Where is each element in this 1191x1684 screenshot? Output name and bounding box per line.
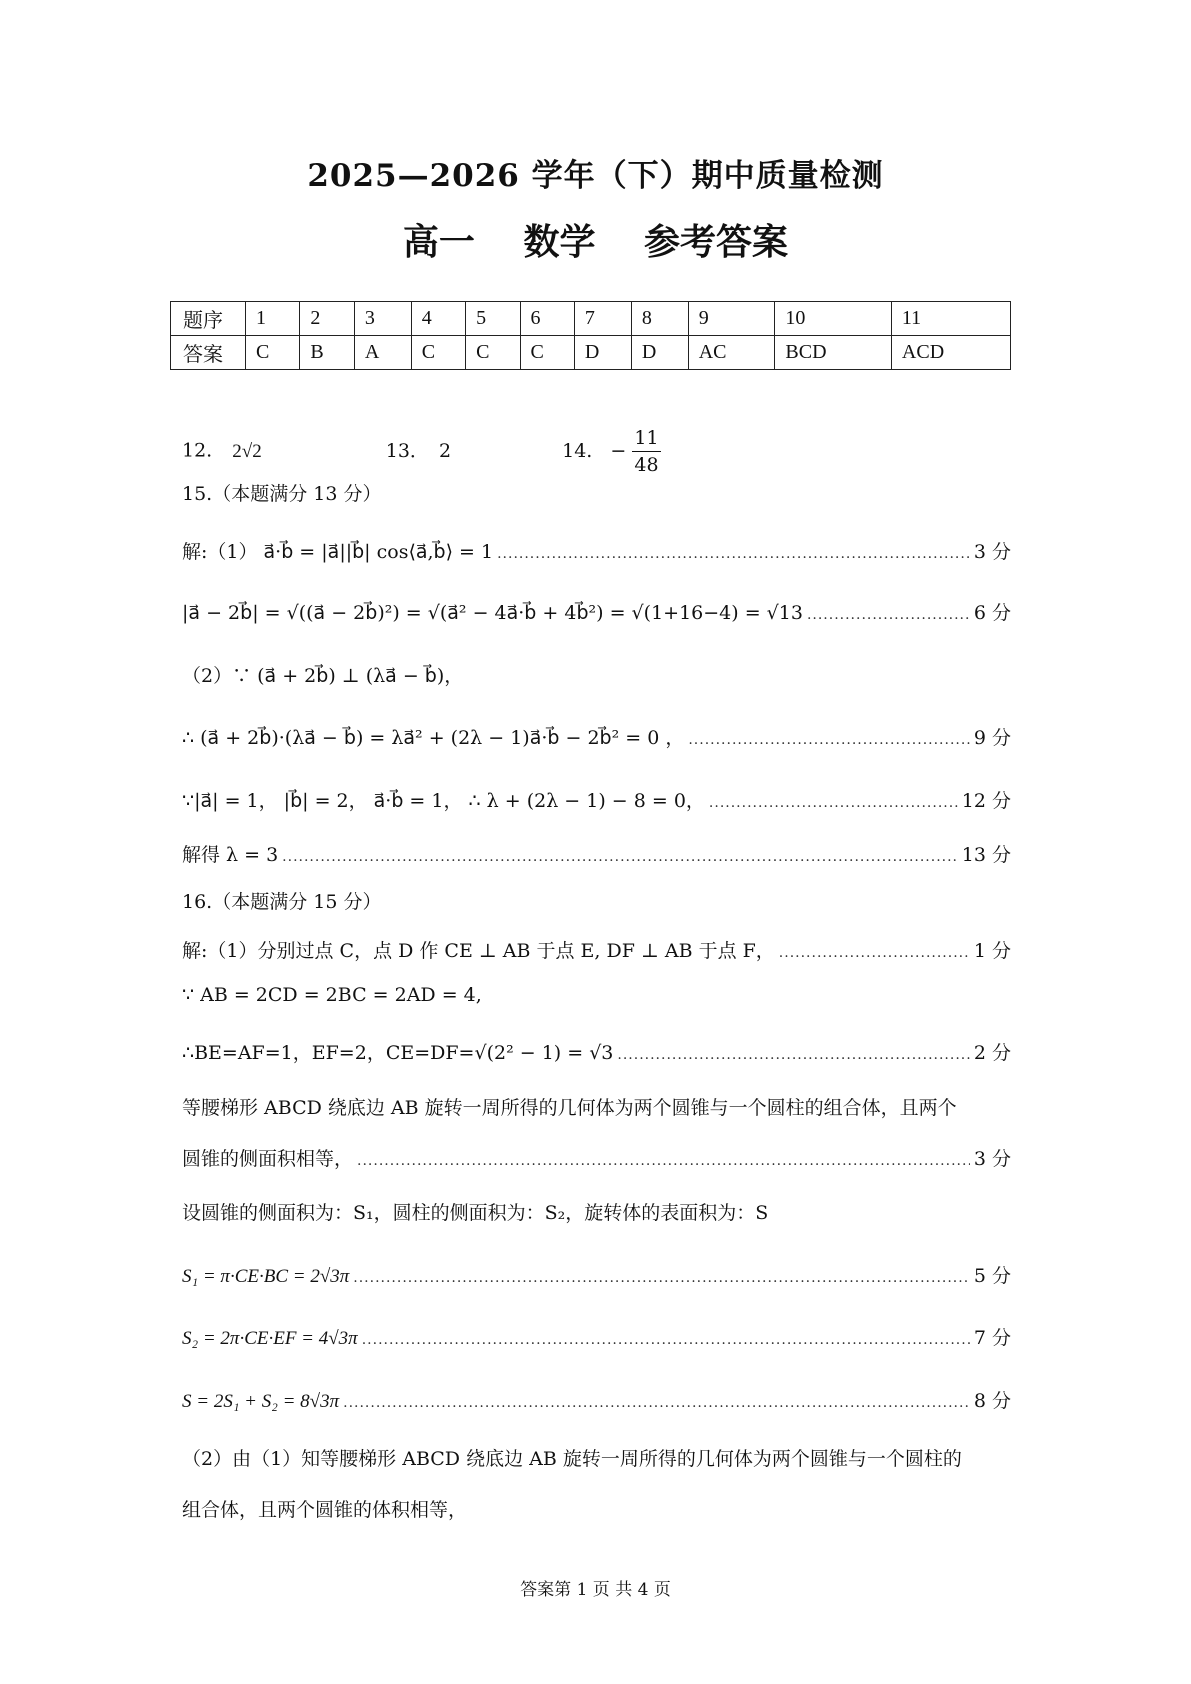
- score-label: 8 分: [973, 1390, 1011, 1412]
- q15-step-text: 解:（1） a⃗·b⃗ = |a⃗||b⃗| cos⟨a⃗,b⃗⟩ = 1: [182, 541, 494, 563]
- q16-line-9: [182, 1386, 1011, 1418]
- q15-heading: 15.（本题满分 13 分）: [182, 483, 382, 505]
- subtitle-grade: 高一: [402, 221, 475, 263]
- table-cell-answer: C: [466, 336, 520, 370]
- table-cell-number: 5: [466, 302, 520, 336]
- q16-step-text: S = 2S₁ + S₂ = 8√3π: [182, 1391, 340, 1412]
- table-cell-answer: ACD: [891, 336, 1010, 370]
- q16-line-7: [182, 1261, 1011, 1293]
- q16-line-3: [182, 1038, 1011, 1070]
- exam-title: 2025—2026 学年（下）期中质量检测: [307, 158, 884, 194]
- table-cell-number: 1: [246, 302, 300, 336]
- leader-dots: [709, 788, 958, 818]
- q16-step-text: 圆锥的侧面积相等，: [182, 1148, 354, 1170]
- leader-dots: [353, 1263, 970, 1293]
- table-cell-number: 7: [574, 302, 631, 336]
- q16-line-10: （2）由（1）知等腰梯形 ABCD 绕底边 AB 旋转一周所得的几何体为两个圆锥与一个圆柱的: [182, 1448, 962, 1470]
- table-cell-number: 8: [631, 302, 688, 336]
- score-label: 2 分: [973, 1042, 1011, 1064]
- q14-label: 14.: [562, 439, 593, 462]
- q15-step-text: |a⃗ − 2b⃗| = √((a⃗ − 2b⃗)²) = √(a⃗² − 4a⃗·b⃗ + 4b⃗²) = √(1+16−4) = √13: [182, 602, 803, 624]
- table-cell-number: 9: [688, 302, 775, 336]
- q15-line-2: [182, 598, 1011, 630]
- leader-dots: [357, 1146, 970, 1176]
- score-label: 13 分: [961, 844, 1011, 866]
- q15-step-text: 解得 λ = 3: [182, 844, 279, 866]
- q12-label: 12.: [182, 439, 213, 462]
- q13-answer: 2: [438, 439, 452, 462]
- leader-dots: [617, 1040, 969, 1070]
- q15-line-5: [182, 786, 1011, 818]
- leader-dots: [343, 1388, 970, 1418]
- score-label: 3 分: [973, 1148, 1011, 1170]
- q16-line-5: [182, 1144, 1011, 1176]
- q16-step-text: ∴BE=AF=1，EF=2，CE=DF=√(2² − 1) = √3: [182, 1042, 614, 1064]
- table-header-number: 题序: [171, 302, 246, 336]
- q15-line-3: （2）∵ (a⃗ + 2b⃗) ⊥ (λa⃗ − b⃗)，: [182, 665, 464, 687]
- leader-dots: [497, 539, 970, 569]
- q16-heading: 16.（本题满分 15 分）: [182, 891, 382, 913]
- q14-sign: −: [610, 439, 627, 462]
- q14-denominator: 48: [634, 454, 659, 476]
- table-header-answer: 答案: [171, 336, 246, 370]
- table-cell-number: 4: [411, 302, 465, 336]
- table-cell-number: 2: [300, 302, 354, 336]
- table-cell-answer: AC: [688, 336, 775, 370]
- subtitle-label: 参考答案: [644, 221, 789, 263]
- score-label: 12 分: [961, 790, 1011, 812]
- fill-blank-answers: [182, 425, 1011, 478]
- q15-step-text: ∴ (a⃗ + 2b⃗)·(λa⃗ − b⃗) = λa⃗² + (2λ − 1)a⃗·b⃗ − 2b⃗² = 0 ，: [182, 727, 685, 749]
- score-label: 5 分: [973, 1265, 1011, 1287]
- q16-step-text: 解:（1）分别过点 C，点 D 作 CE ⊥ AB 于点 E, DF ⊥ AB 于点 F，: [182, 940, 775, 962]
- q16-line-4: 等腰梯形 ABCD 绕底边 AB 旋转一周所得的几何体为两个圆锥与一个圆柱的组合体，且两个: [182, 1097, 957, 1119]
- q15-line-6: [182, 840, 1011, 872]
- leader-dots: [282, 842, 958, 872]
- q15-step-text: ∵|a⃗| = 1， |b⃗| = 2， a⃗·b⃗ = 1， ∴ λ + (2λ − 1) − 8 = 0，: [182, 790, 705, 812]
- table-cell-number: 11: [891, 302, 1010, 336]
- score-label: 3 分: [973, 541, 1011, 563]
- table-cell-answer: C: [246, 336, 300, 370]
- q14-numerator: 11: [632, 425, 660, 452]
- table-cell-answer: C: [411, 336, 465, 370]
- q16-line-6: 设圆锥的侧面积为：S₁，圆柱的侧面积为：S₂，旋转体的表面积为：S: [182, 1202, 769, 1224]
- leader-dots: [688, 725, 970, 755]
- answer-subtitle: [0, 214, 1191, 265]
- table-cell-number: 3: [354, 302, 411, 336]
- q16-step-text: S₁ = π·CE·BC = 2√3π: [182, 1266, 350, 1287]
- answer-table: [170, 301, 1011, 370]
- page-footer: 答案第 1 页 共 4 页: [520, 1580, 671, 1600]
- answer-table-answer-row: [171, 336, 1011, 370]
- q16-line-2: ∵ AB = 2CD = 2BC = 2AD = 4,: [182, 984, 482, 1006]
- leader-dots: [362, 1325, 970, 1355]
- q12-answer: 2√2: [232, 440, 262, 462]
- q15-line-4: [182, 723, 1011, 755]
- table-cell-answer: D: [574, 336, 631, 370]
- q16-line-8: [182, 1323, 1011, 1355]
- table-cell-answer: BCD: [775, 336, 892, 370]
- table-cell-number: 10: [775, 302, 892, 336]
- q16-step-text: S₂ = 2π·CE·EF = 4√3π: [182, 1328, 358, 1349]
- score-label: 7 分: [973, 1327, 1011, 1349]
- q13-label: 13．: [385, 439, 429, 462]
- subtitle-subject: 数学: [523, 221, 596, 263]
- score-label: 6 分: [973, 602, 1011, 624]
- score-label: 1 分: [973, 940, 1011, 962]
- table-cell-answer: C: [520, 336, 574, 370]
- leader-dots: [807, 600, 970, 630]
- answer-table-number-row: [171, 302, 1011, 336]
- table-cell-answer: D: [631, 336, 688, 370]
- score-label: 9 分: [973, 727, 1011, 749]
- table-cell-number: 6: [520, 302, 574, 336]
- q14-fraction: [632, 425, 660, 478]
- q16-line-1: [182, 936, 1011, 968]
- q16-line-11: 组合体，且两个圆锥的体积相等，: [182, 1499, 468, 1521]
- leader-dots: [779, 938, 970, 968]
- table-cell-answer: B: [300, 336, 354, 370]
- q15-line-1: [182, 537, 1011, 569]
- table-cell-answer: A: [354, 336, 411, 370]
